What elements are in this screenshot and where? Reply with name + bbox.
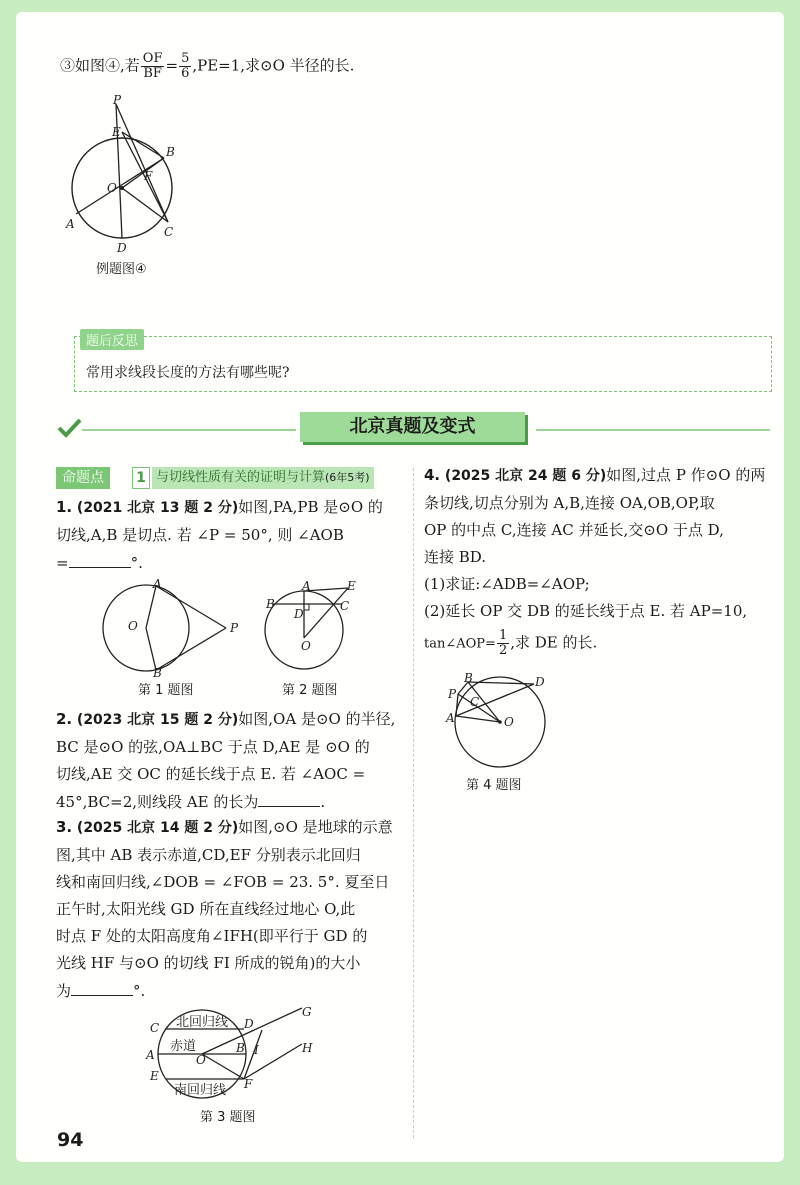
example-figure-caption: 例题图④ [96, 262, 147, 277]
svg-text:P: P [230, 621, 239, 635]
q2-caption: 第 2 题图 [282, 683, 338, 698]
q3-source: (2025 北京 14 题 2 分) [76, 820, 239, 836]
label-d: D [117, 241, 127, 255]
svg-text:南回归线: 南回归线 [174, 1083, 227, 1098]
example-question: ③如图④,若 $\frac{OF}{BF}$ = $\frac{5}{6}$ ,PE=1,求⊙O 半径的长. [60, 51, 355, 81]
question-2: 2. (2023 北京 15 题 2 分)如图,OA 是⊙O 的半径, BC 是⊙O 的弦,OA⊥BC 于点 D,AE 是 ⊙O 的 切线,AE 交 OC 的延长线于点 E. 若 ∠AOC = 45°,BC=2,则线段 AE 的长为 . [56, 710, 396, 811]
q1-figure [96, 578, 246, 678]
svg-text:D: D [244, 1017, 254, 1031]
section-title: 北京真题及变式 [300, 412, 525, 442]
q4-figure [440, 672, 560, 772]
q4-part1: (1)求证:∠ADB=∠AOP; [424, 575, 590, 593]
q1-answer-blank[interactable] [69, 549, 131, 568]
svg-text:A: A [153, 578, 162, 591]
topic-title: 与切线性质有关的证明与计算(6年5考) [152, 467, 374, 489]
svg-text:O: O [196, 1053, 206, 1067]
svg-text:O: O [504, 715, 514, 729]
column-divider [413, 468, 415, 1138]
svg-text:C: C [340, 599, 350, 613]
center-dot [120, 186, 124, 190]
svg-text:A: A [302, 580, 311, 593]
q4-part2: (2)延长 OP 交 DB 的延长线于点 E. 若 AP=10, [424, 602, 748, 620]
question-1: 1. (2021 北京 13 题 2 分)如图,PA,PB 是⊙O 的 切线,A,B 是切点. 若 ∠P = 50°, 则 ∠AOB = °. [56, 498, 383, 572]
q2-source: (2023 北京 15 题 2 分) [76, 712, 239, 728]
topic-bar [56, 467, 410, 489]
svg-text:C: C [470, 695, 480, 709]
reflection-question: 常用求线段长度的方法有哪些呢? [86, 365, 290, 381]
svg-text:G: G [302, 1005, 312, 1019]
label-b: B [166, 145, 175, 159]
svg-text:E: E [150, 1069, 159, 1083]
label-c: C [164, 225, 174, 239]
svg-text:O: O [301, 639, 311, 653]
fraction-of-bf: $\frac{OF}{BF}$ [142, 51, 163, 81]
svg-text:赤道: 赤道 [170, 1039, 197, 1054]
svg-text:A: A [446, 711, 455, 725]
check-icon [59, 420, 80, 435]
svg-text:B: B [153, 666, 162, 678]
label-p: P [113, 93, 122, 107]
fraction-1-2: $\frac{1}{2}$ [498, 628, 508, 658]
svg-text:B: B [464, 672, 473, 685]
question-3: 3. (2025 北京 14 题 2 分)如图,⊙O 是地球的示意 图,其中 AB 表示赤道,CD,EF 分别表示北回归 线和南回归线,∠DOB = ∠FOB = 23. 5°. 夏至日 正午时,太阳光线 GD 所在直线经过地心 O,此 时点 F 处的太阳高度角∠IFH(即平行于 GD 的 光线 HF 与⊙O 的切线 FI 所成的锐角)的大小 为 °. [56, 818, 393, 1000]
q4-part3: tan∠AOP= $\frac{1}{2}$ ,求 DE 的长. [424, 628, 598, 658]
q4-source: (2025 北京 24 题 6 分) [444, 468, 607, 484]
svg-text:H: H [302, 1041, 313, 1055]
topic-label: 命题点 [56, 467, 110, 489]
svg-text:O: O [128, 619, 138, 633]
q3-caption: 第 3 题图 [200, 1110, 256, 1125]
fraction-5-6: $\frac{5}{6}$ [181, 51, 190, 81]
q2-answer-blank[interactable] [258, 788, 320, 807]
svg-text:B: B [236, 1041, 245, 1055]
q4-caption: 第 4 题图 [466, 778, 522, 793]
example-suffix: ,PE=1,求⊙O 半径的长. [192, 56, 355, 75]
label-e: E [112, 125, 121, 139]
q1-caption: 第 1 题图 [138, 683, 194, 698]
example-prefix: 如图④,若 [75, 56, 140, 75]
question-4: 4. (2025 北京 24 题 6 分)如图,过点 P 作⊙O 的两 条切线,切点分别为 A,B,连接 OA,OB,OP,取 OP 的中点 C,连接 AC 并延长,交⊙O 于点 D, 连接 BD. (1)求证:∠ADB=∠AOP; (2)延长 OP 交 DB 的延长线于点 E. 若 AP=10, tan∠AOP= $\frac{1}{2}$ ,求 DE 的长. [424, 462, 776, 658]
label-f: F [144, 169, 153, 183]
svg-text:C: C [150, 1021, 160, 1035]
line-pc [116, 104, 168, 222]
svg-text:E: E [347, 580, 356, 593]
svg-text:F: F [244, 1077, 253, 1091]
svg-text:D: D [294, 607, 304, 621]
example-marker: ③ [60, 56, 76, 75]
topic-number: 1 [132, 467, 150, 489]
label-a: A [66, 217, 75, 231]
q2-figure [262, 580, 372, 680]
q3-figure [144, 1004, 324, 1104]
svg-text:B: B [266, 597, 275, 611]
svg-text:P: P [448, 687, 457, 701]
topic-count: (6年5考) [325, 471, 370, 484]
svg-text:北回归线: 北回归线 [176, 1015, 229, 1030]
svg-text:I: I [254, 1043, 259, 1057]
page-number: 94 [57, 1129, 84, 1151]
q3-answer-blank[interactable] [71, 977, 133, 996]
reflection-tag: 题后反思 [80, 329, 144, 350]
label-o: O [107, 181, 117, 195]
example-figure [60, 92, 190, 262]
svg-text:A: A [146, 1048, 155, 1062]
q1-source: (2021 北京 13 题 2 分) [76, 500, 239, 516]
svg-text:D: D [535, 675, 545, 689]
